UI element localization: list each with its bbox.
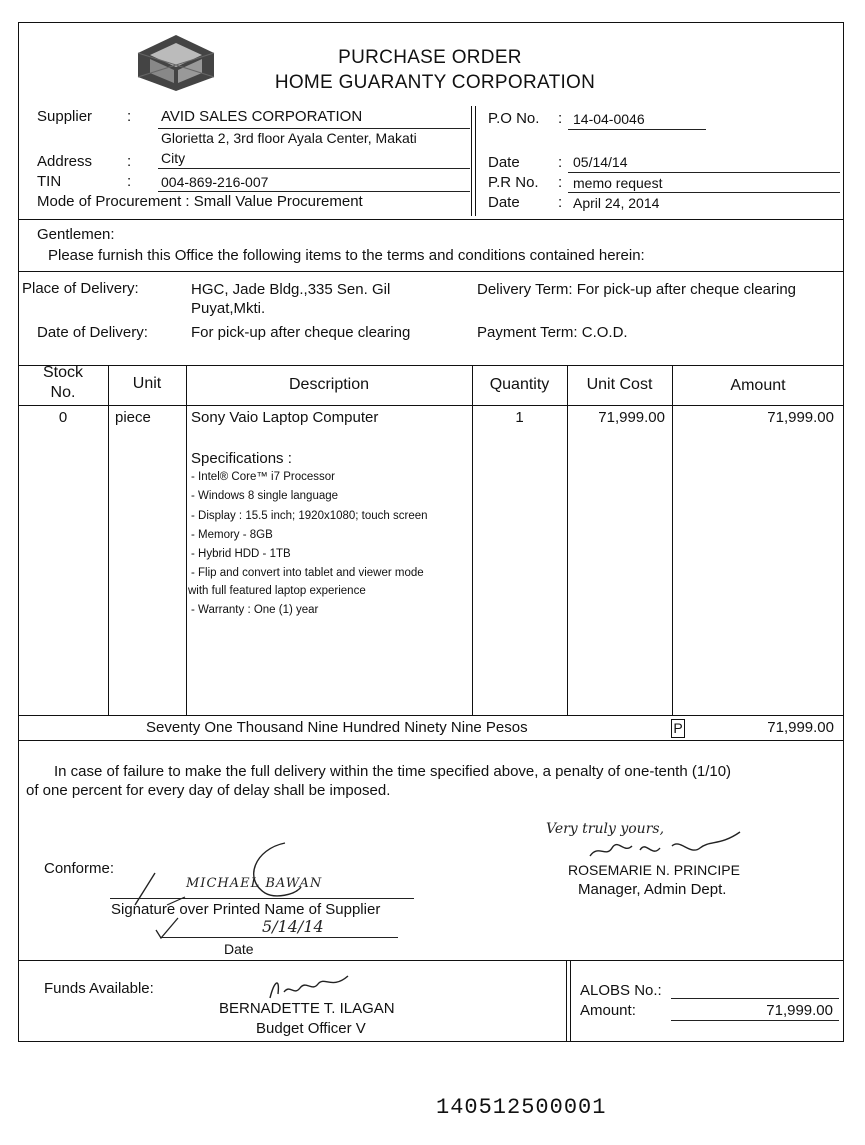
row-description: Sony Vaio Laptop Computer bbox=[191, 409, 379, 426]
spec-item: - Windows 8 single language bbox=[191, 490, 339, 502]
po-number-colon: : bbox=[558, 110, 563, 127]
supplier-name: AVID SALES CORPORATION bbox=[161, 108, 363, 125]
spec-item: - Warranty : One (1) year bbox=[191, 604, 319, 616]
spec-item: - Memory - 8GB bbox=[191, 529, 273, 541]
penalty-line2: of one percent for every day of delay shall be imposed. bbox=[26, 782, 391, 799]
po-number-underline bbox=[568, 129, 706, 130]
amount-label: Amount: bbox=[580, 1002, 636, 1019]
delivery-term: Delivery Term: For pick-up after cheque clearing bbox=[477, 281, 797, 298]
budget-officer-name: BERNADETTE T. ILAGAN bbox=[219, 1000, 395, 1017]
supplier-colon: : bbox=[127, 108, 132, 125]
funds-top-rule bbox=[18, 960, 844, 961]
pr-date-colon: : bbox=[558, 194, 563, 211]
control-number: 140512500001 bbox=[436, 1095, 607, 1120]
address-line1: Glorietta 2, 3rd floor Ayala Center, Makati bbox=[161, 130, 417, 146]
header-unit: Unit bbox=[132, 375, 162, 392]
spec-item: - Hybrid HDD - 1TB bbox=[191, 548, 291, 560]
row-quantity: 1 bbox=[515, 409, 524, 426]
po-date-label: Date bbox=[488, 154, 520, 171]
supplier-signature-name: MICHAEL BAWAN bbox=[186, 876, 323, 891]
po-number-label: P.O No. bbox=[488, 110, 540, 127]
spec-item: - Display : 15.5 inch; 1920x1080; touch screen bbox=[191, 510, 428, 522]
spec-title: Specifications : bbox=[191, 450, 292, 467]
date-of-delivery-value: For pick-up after cheque clearing bbox=[191, 324, 411, 341]
tin-label: TIN bbox=[37, 173, 62, 190]
funds-divider-right bbox=[570, 960, 571, 1042]
document-title: PURCHASE ORDER bbox=[338, 47, 522, 68]
header-divider-left bbox=[471, 106, 472, 216]
row-amount: 71,999.00 bbox=[767, 409, 834, 426]
approver-title: Manager, Admin Dept. bbox=[578, 881, 727, 898]
date-caption: Date bbox=[224, 941, 254, 957]
date-of-delivery-label: Date of Delivery: bbox=[37, 324, 148, 341]
pr-number-label: P.R No. bbox=[488, 174, 539, 191]
header-stock-line2: No. bbox=[50, 384, 76, 401]
total-in-words: Seventy One Thousand Nine Hundred Ninety Nine Pesos bbox=[146, 719, 528, 736]
row-stock: 0 bbox=[58, 409, 68, 426]
budget-officer-title: Budget Officer V bbox=[256, 1020, 366, 1037]
signature-caption: Signature over Printed Name of Supplier bbox=[111, 901, 381, 918]
organization-name: HOME GUARANTY CORPORATION bbox=[274, 72, 596, 93]
header-stock-line1: Stock bbox=[42, 364, 83, 381]
delivery-left-edge bbox=[18, 271, 19, 365]
total-amount: 71,999.00 bbox=[767, 719, 834, 736]
date-line bbox=[160, 937, 398, 938]
po-date-value: 05/14/14 bbox=[573, 154, 628, 170]
header-description: Description bbox=[288, 376, 370, 393]
header-unit-cost: Unit Cost bbox=[586, 376, 653, 393]
conforme-date-written: 5/14/14 bbox=[262, 917, 324, 936]
funds-divider-left bbox=[566, 960, 567, 1042]
pr-date-label: Date bbox=[488, 194, 520, 211]
intro-text: Please furnish this Office the following items to the terms and conditions contained herein: bbox=[48, 247, 645, 264]
address-line2: City bbox=[161, 150, 186, 166]
table-body-bottom-rule bbox=[18, 715, 844, 716]
penalty-line1: In case of failure to make the full delivery within the time specified above, a penalty of one-tenth (1/10) bbox=[54, 763, 732, 780]
po-number-value: 14-04-0046 bbox=[573, 111, 645, 127]
signature-line bbox=[110, 898, 414, 899]
conforme-label: Conforme: bbox=[44, 860, 115, 877]
amount-value: 71,999.00 bbox=[766, 1002, 833, 1019]
budget-officer-signature-icon bbox=[262, 972, 362, 1002]
tin-colon: : bbox=[127, 173, 132, 190]
alobs-label: ALOBS No.: bbox=[580, 982, 662, 999]
spec-item: with full featured laptop experience bbox=[188, 585, 366, 597]
row-unit-cost: 71,999.00 bbox=[598, 409, 665, 426]
table-top-rule bbox=[18, 365, 844, 366]
place-of-delivery-line1: HGC, Jade Bldg.,335 Sen. Gil bbox=[191, 281, 391, 298]
table-header-rule bbox=[18, 405, 844, 406]
pr-date-value: April 24, 2014 bbox=[573, 195, 660, 211]
address-colon: : bbox=[127, 153, 132, 170]
procurement-mode: Mode of Procurement : Small Value Procurement bbox=[37, 193, 363, 210]
col-divider-description bbox=[186, 365, 187, 715]
spec-item: - Intel® Core™ i7 Processor bbox=[191, 471, 335, 483]
address-underline bbox=[158, 168, 470, 169]
tin-value: 004-869-216-007 bbox=[161, 174, 269, 190]
place-of-delivery-label: Place of Delivery: bbox=[22, 280, 139, 297]
supplier-underline bbox=[158, 128, 470, 129]
payment-term: Payment Term: C.O.D. bbox=[477, 324, 628, 341]
supplier-label: Supplier bbox=[37, 108, 93, 125]
pr-number-value: memo request bbox=[573, 175, 663, 191]
hgc-logo-icon bbox=[128, 33, 224, 93]
place-of-delivery-line2: Puyat,Mkti. bbox=[191, 300, 266, 317]
col-divider-unit bbox=[108, 365, 109, 715]
peso-symbol-box: P bbox=[671, 719, 685, 738]
alobs-underline bbox=[671, 998, 839, 999]
table-total-bottom-rule bbox=[18, 740, 844, 741]
approver-name: ROSEMARIE N. PRINCIPE bbox=[568, 862, 740, 878]
pr-number-underline bbox=[568, 192, 840, 193]
header-bottom-rule bbox=[18, 219, 844, 220]
row-unit: piece bbox=[115, 409, 151, 426]
header-divider-right bbox=[475, 106, 476, 216]
header-amount: Amount bbox=[730, 377, 786, 394]
po-date-colon: : bbox=[558, 154, 563, 171]
spec-item: - Flip and convert into tablet and viewer mode bbox=[191, 567, 424, 579]
funds-available-label: Funds Available: bbox=[44, 980, 154, 997]
greeting: Gentlemen: bbox=[37, 226, 115, 243]
address-label: Address bbox=[37, 153, 93, 170]
header-quantity: Quantity bbox=[489, 376, 550, 393]
tin-underline bbox=[158, 191, 470, 192]
po-date-underline bbox=[568, 172, 840, 173]
pr-number-colon: : bbox=[558, 174, 563, 191]
closing: Very truly yours, bbox=[546, 821, 665, 837]
amount-underline bbox=[671, 1020, 839, 1021]
intro-bottom-rule bbox=[18, 271, 844, 272]
